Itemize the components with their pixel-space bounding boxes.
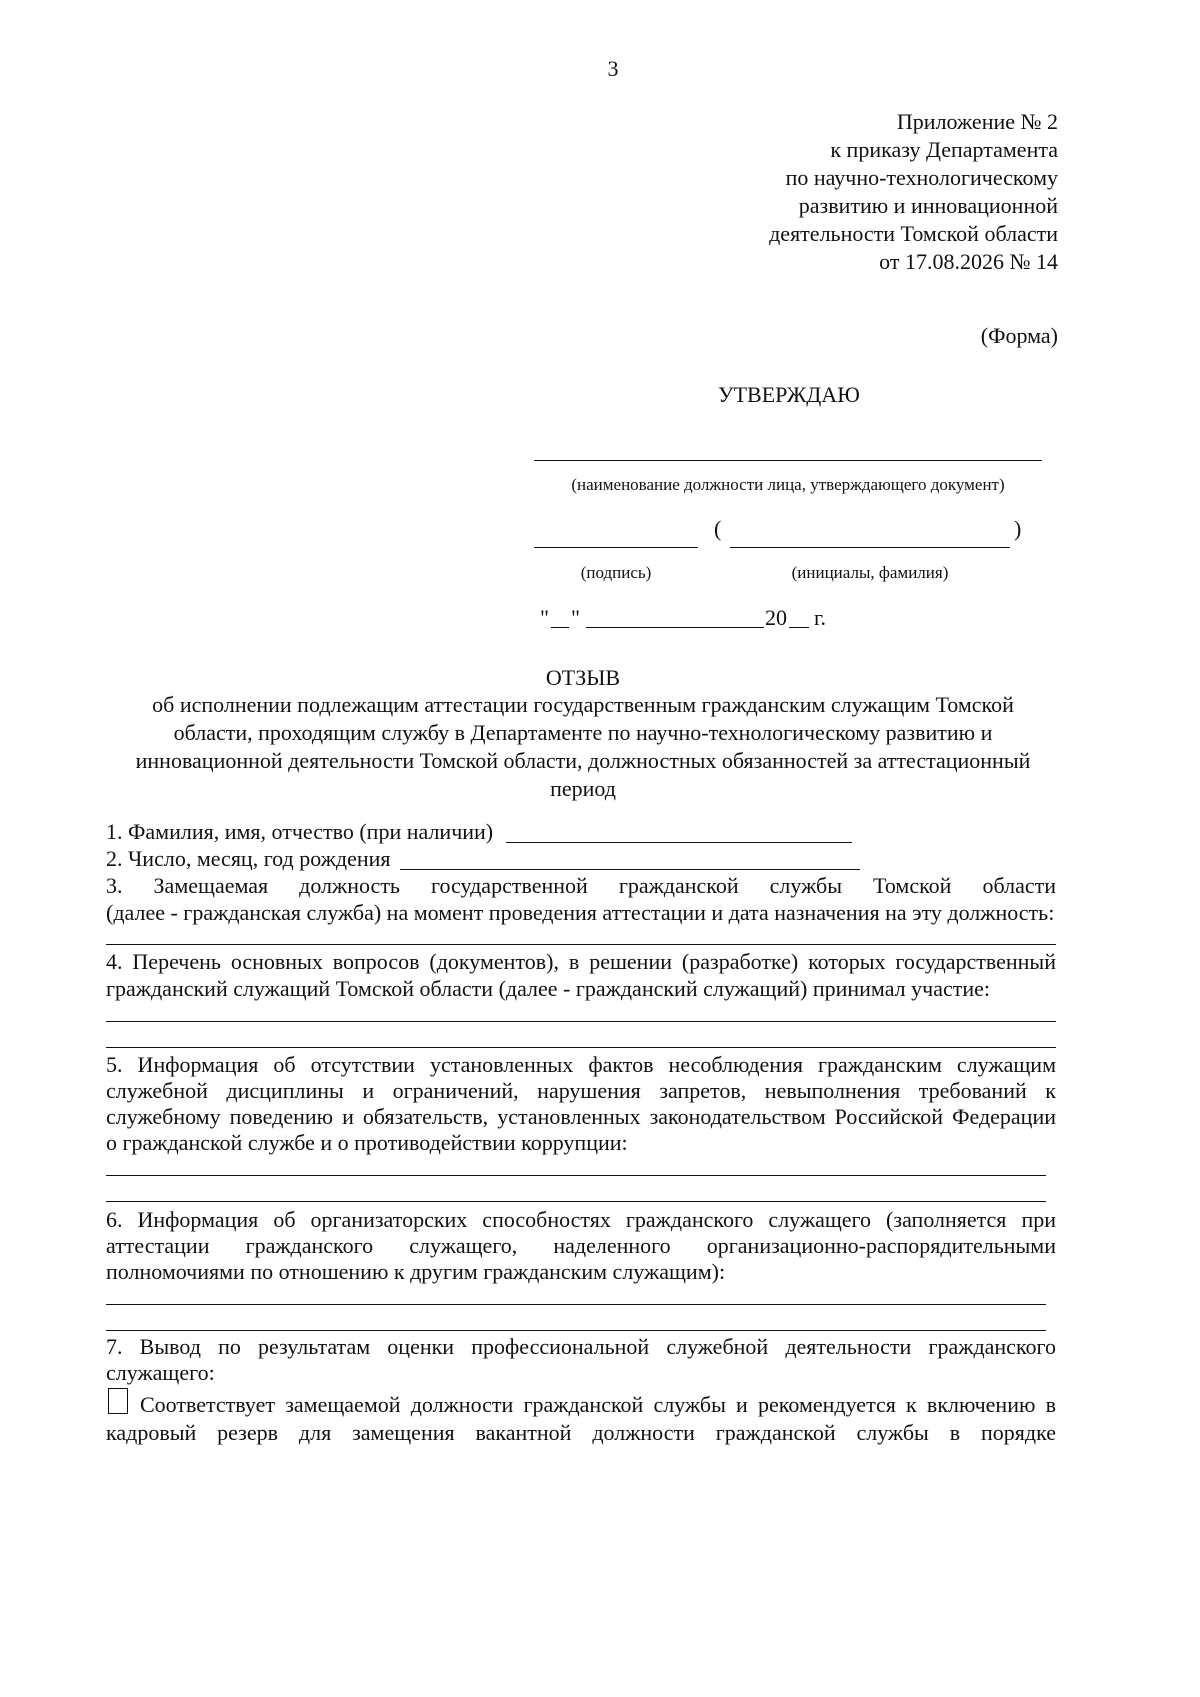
- initials-line[interactable]: [730, 547, 1010, 548]
- item-7-line-2: служащего:: [106, 1360, 215, 1385]
- close-paren: ): [1014, 516, 1022, 541]
- signature-caption: (подпись): [580, 563, 652, 582]
- document-title: ОТЗЫВ: [545, 665, 621, 690]
- organization-field-2[interactable]: [106, 1330, 1046, 1331]
- item-1-label: 1. Фамилия, имя, отчество (при наличии): [106, 819, 494, 844]
- name-caption: (инициалы, фамилия): [791, 563, 949, 582]
- date-year-line[interactable]: [789, 627, 809, 628]
- subtitle-line: период: [550, 776, 616, 801]
- birth-date-field[interactable]: [400, 869, 860, 870]
- position-caption: (наименование должности лица, утверждающего документ): [571, 475, 1005, 494]
- position-line[interactable]: [534, 460, 1042, 461]
- form-label: (Форма): [980, 323, 1058, 348]
- item-4-line-1: 4. Перечень основных вопросов (документов), в решении (разработке) которых государственный: [106, 949, 1056, 974]
- subtitle-line: инновационной деятельности Томской области, должностных обязанностей за аттестационный: [135, 748, 1031, 773]
- date-quote-open: ": [540, 605, 549, 630]
- discipline-field-2[interactable]: [106, 1201, 1046, 1202]
- signature-line[interactable]: [534, 547, 698, 548]
- item-5-line-1: 5. Информация об отсутствии установленных фактов несоблюдения гражданским служащим: [106, 1052, 1056, 1077]
- date-month-line[interactable]: [586, 627, 764, 628]
- page-number: 3: [607, 56, 619, 81]
- position-field[interactable]: [106, 944, 1056, 945]
- date-year-suffix: г.: [814, 605, 827, 630]
- item-5-line-2: служебной дисциплины и ограничений, нарушения запретов, невыполнения требований к: [106, 1078, 1056, 1103]
- date-quote-close: ": [571, 605, 580, 630]
- appendix-line: от 17.08.2026 № 14: [879, 249, 1058, 274]
- item-6-line-1: 6. Информация об организаторских способностях гражданского служащего (заполняется при: [106, 1207, 1056, 1232]
- option-1-line-2: кадровый резерв для замещения вакантной должности гражданской службы в порядке: [106, 1420, 1056, 1445]
- option-1-line-1: Соответствует замещаемой должности гражданской службы и рекомендуется к включению в: [140, 1392, 1056, 1417]
- item-3-line-1: 3. Замещаемая должность государственной гражданской службы Томской области: [106, 873, 1056, 898]
- item-5-line-4: о гражданской службе и о противодействии коррупции:: [106, 1130, 628, 1155]
- appendix-line: деятельности Томской области: [769, 221, 1058, 246]
- item-6-line-2: аттестации гражданского служащего, наделенного организационно-распорядительными: [106, 1233, 1056, 1258]
- appendix-line: Приложение № 2: [896, 109, 1058, 134]
- questions-field-1[interactable]: [106, 1021, 1056, 1022]
- organization-field-1[interactable]: [106, 1304, 1046, 1305]
- open-paren: (: [714, 516, 722, 541]
- item-2-label: 2. Число, месяц, год рождения: [106, 846, 391, 871]
- questions-field-2[interactable]: [106, 1047, 1056, 1048]
- full-name-field[interactable]: [506, 842, 852, 843]
- item-4-line-2: гражданский служащий Томской области (далее - гражданский служащий) принимал участие:: [106, 976, 990, 1001]
- item-7-line-1: 7. Вывод по результатам оценки профессиональной служебной деятельности гражданского: [106, 1334, 1056, 1359]
- appendix-line: развитию и инновационной: [798, 193, 1058, 218]
- appendix-line: к приказу Департамента: [830, 137, 1058, 162]
- approval-heading: УТВЕРЖДАЮ: [718, 382, 860, 407]
- appendix-block: [600, 108, 1058, 276]
- appendix-line: по научно-технологическому: [785, 165, 1058, 190]
- item-6-line-3: полномочиями по отношению к другим гражданским служащим):: [106, 1259, 726, 1284]
- date-year-prefix: 20: [765, 605, 787, 630]
- subtitle-line: области, проходящим службу в Департаменте по научно-технологическому развитию и: [173, 720, 993, 745]
- item-3-line-2: (далее - гражданская служба) на момент проведения аттестации и дата назначения на эту должность:: [106, 900, 1055, 925]
- document-subtitle: [100, 691, 1066, 803]
- discipline-field-1[interactable]: [106, 1175, 1046, 1176]
- option-1-checkbox[interactable]: [108, 1388, 128, 1414]
- item-5-line-3: служебному поведению и обязательств, установленных законодательством Российской Федерации: [106, 1104, 1056, 1129]
- subtitle-line: об исполнении подлежащим аттестации государственным гражданским служащим Томской: [152, 692, 1014, 717]
- date-day-line[interactable]: [551, 627, 569, 628]
